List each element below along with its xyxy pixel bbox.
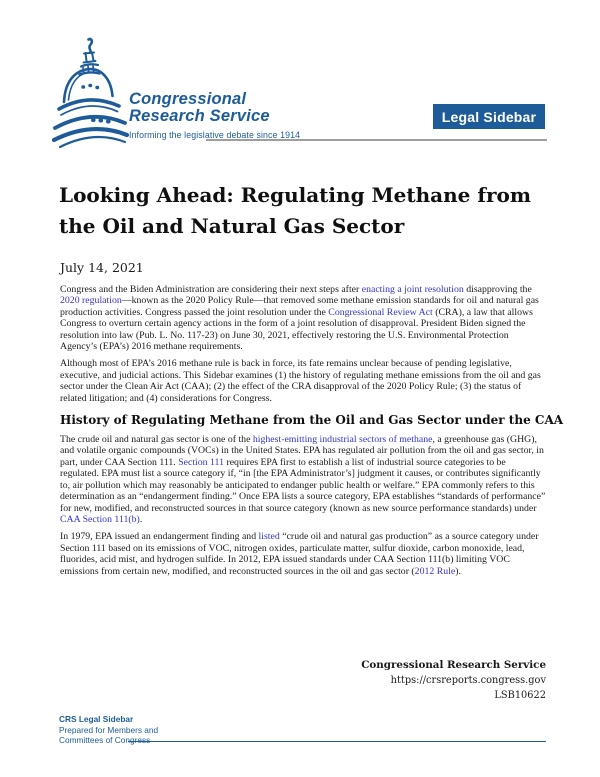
footer-product-type: CRS Legal Sidebar	[59, 714, 134, 724]
report-footer	[60, 658, 546, 703]
capitol-dome-icon	[52, 36, 130, 152]
footer-prepared-line-2: Committees of Congress	[59, 735, 151, 745]
footer-org-name: Congressional Research Service	[361, 659, 546, 671]
inline-link[interactable]: Congressional Review Act	[328, 306, 433, 318]
report-id: LSB10622	[494, 690, 546, 701]
body-paragraph: The crude oil and natural gas sector is one of the highest-emitting industrial sectors of methane, a greenhouse gas (GHG), and volatile organic compounds (VOCs) in the United States. EPA has regulated air pollution from the oil and gas sector, in part, under CAA Section 111. Section 111 requires EPA first to establish a list of industrial source categories to be regulated. EPA must list a source category if, “in [the EPA Administrator’s] judgment it causes, or contributes significantly to, air pollution which may reasonably be anticipated to endanger public health or welfare.” EPA commonly refers to this determination as an “endangerment finding.” Once EPA lists a source category, EPA establishes “standards of performance” for new, modified, and reconstructed sources in that source category (known as new source performance standards) under CAA Section 111(b).	[60, 434, 546, 526]
inline-link[interactable]: enacting a joint resolution	[361, 284, 464, 295]
inline-link[interactable]: listed	[258, 531, 280, 543]
body-paragraph: In 1979, EPA issued an endangerment finding and listed “crude oil and natural gas production” as a source category under Section 111 based on its emissions of VOC, nitrogen oxides, particulate matter, sulfur dioxide, carbon monoxide, lead, fluorides, acid mist, and hydrogen sulfide. In 2012, EPA issued standards under CAA Section 111(b) limiting VOC emissions from certain new, modified, and reconstructed sources in the oil and gas sector (2012 Rule).	[60, 531, 539, 577]
publication-date: July 14, 2021	[60, 260, 144, 275]
inline-link[interactable]: Section 111	[178, 456, 224, 468]
footer-divider	[128, 741, 546, 742]
crs-logo-text	[129, 91, 300, 140]
inline-link[interactable]: 2012 Rule	[414, 565, 456, 577]
legal-sidebar-badge: Legal Sidebar	[433, 104, 545, 129]
inline-link[interactable]: highest-emitting industrial sectors of methane	[252, 434, 433, 446]
page-title: Looking Ahead: Regulating Methane from the Oil and Natural Gas Sector	[59, 183, 531, 238]
footer-url: https://crsreports.congress.gov	[390, 675, 546, 686]
section-heading: History of Regulating Methane from the Oil and Gas Sector under the CAA	[60, 413, 564, 428]
body-paragraph: Congress and the Biden Administration are considering their next steps after enacting a joint resolution disapproving the 2020 regulation—known as the 2020 Policy Rule—that removed some methane emission standards for oil and natural gas production activities. Congress passed the joint resolution under the Congressional Review Act (CRA), a law that allows Congress to overturn certain agency actions in the form of a joint resolution of disapproval. President Biden signed the resolution into law (Pub. L. No. 117-23) on June 30, 2021, effectively restoring the U.S. Environmental Protection Agency’s (EPA’s) 2016 methane requirements.	[60, 284, 539, 353]
header-divider	[206, 139, 547, 141]
inline-link[interactable]: 2020 regulation	[60, 295, 122, 307]
logo-line-1: Congressional	[129, 90, 247, 108]
body-paragraph: Although most of EPA’s 2016 methane rule is back in force, its fate remains unclear because of pending legislative, executive, and judicial actions. This Sidebar examines (1) the history of regulating methane emissions from the oil and gas sector under the Clean Air Act (CAA); (2) the effect of the CRA disapproval of the 2020 Policy Rule; (3) the status of related litigation; and (4) considerations for Congress.	[60, 358, 541, 404]
document-body	[60, 284, 564, 582]
logo-tagline: Informing the legislative debate since 1914	[129, 130, 301, 140]
inline-link[interactable]: CAA Section 111(b)	[60, 514, 140, 526]
logo-line-2: Research Service	[129, 107, 270, 125]
footer-prepared-line-1: Prepared for Members and	[59, 724, 159, 735]
